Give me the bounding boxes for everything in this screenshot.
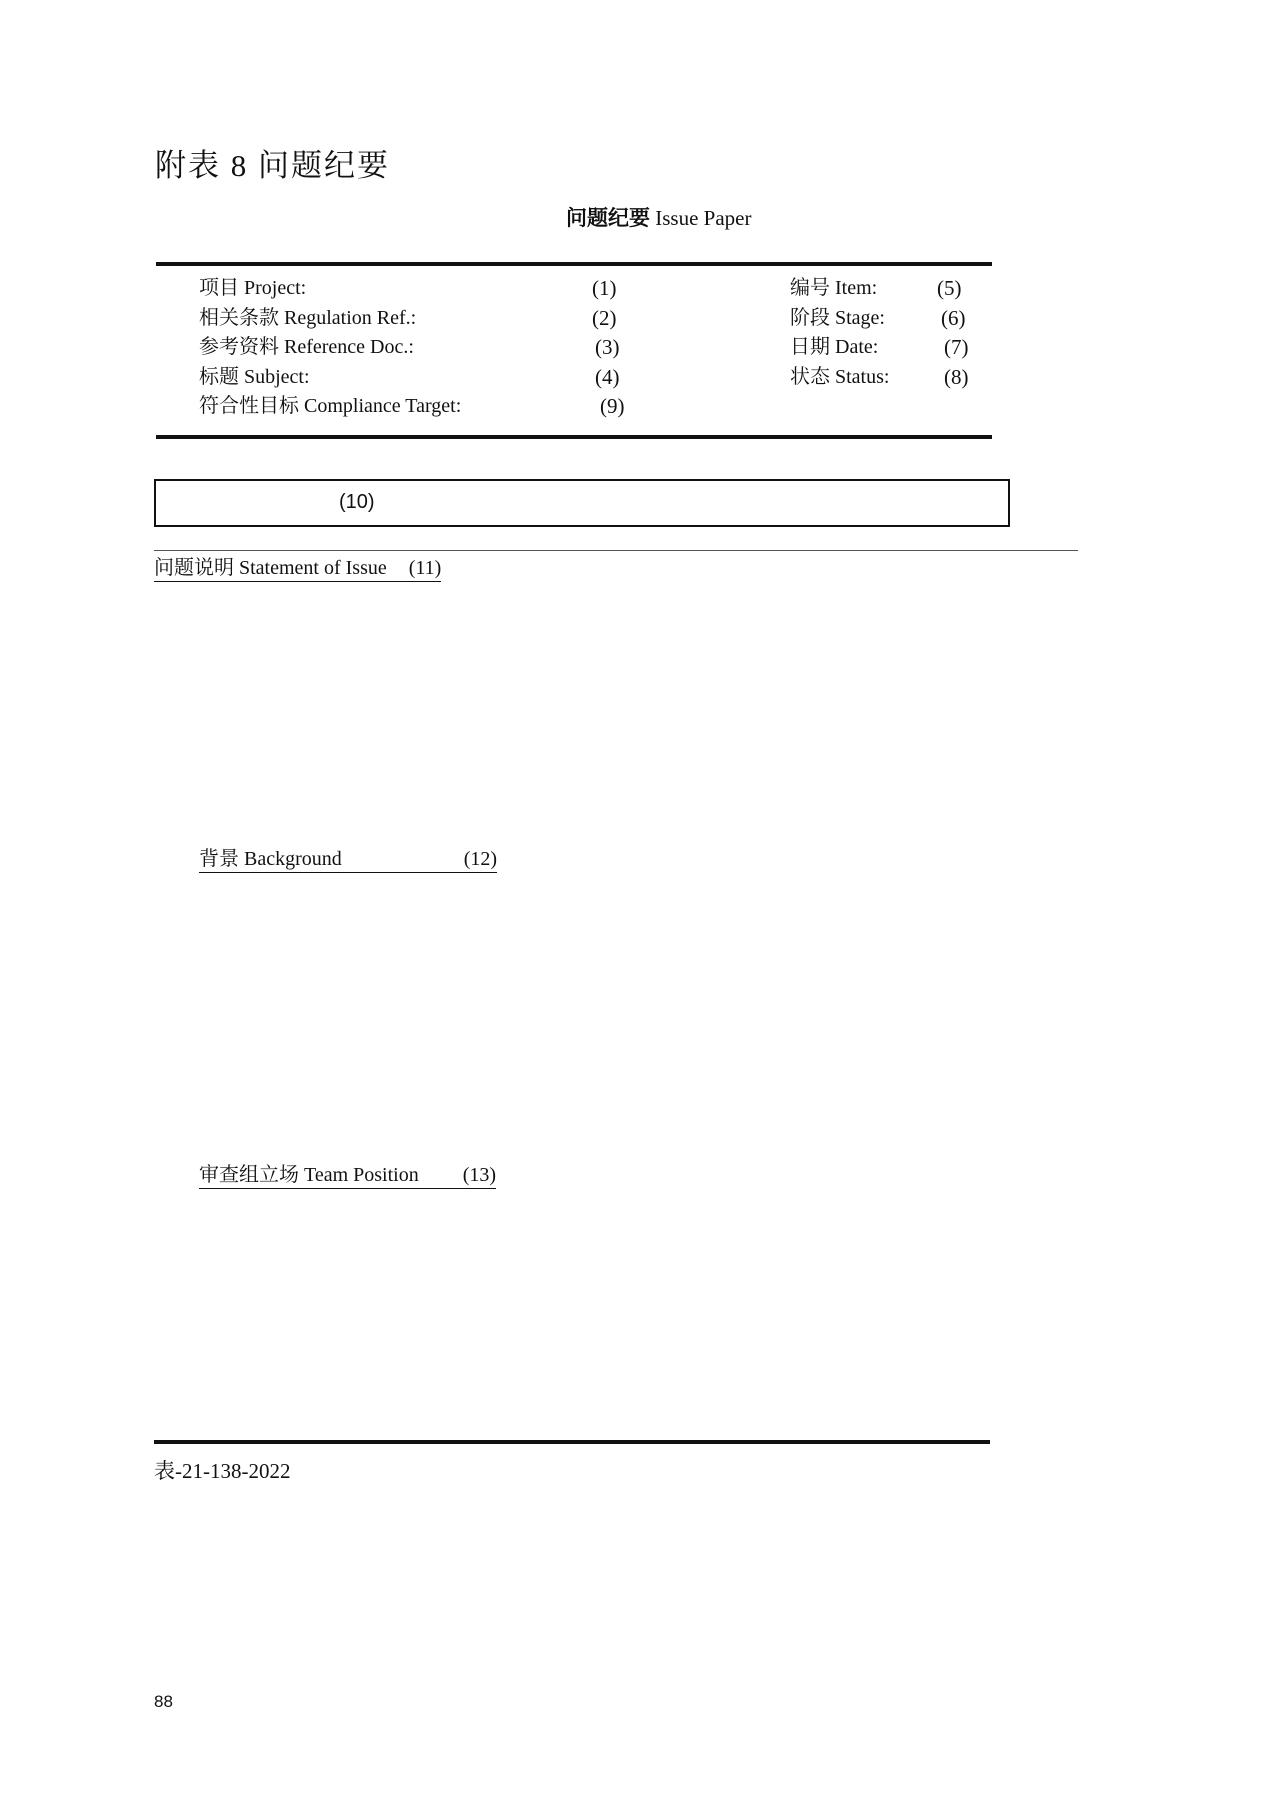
footer-code: 表-21-138-2022 [154, 1459, 291, 1483]
subject-box [154, 479, 1010, 527]
field-reference-label: 参考资料 Reference Doc.: [199, 336, 414, 358]
paper-title [566, 206, 751, 231]
field-project-num: (1) [592, 276, 617, 300]
header-bottom-rule [156, 435, 992, 439]
field-compliance-num: (9) [600, 394, 625, 418]
field-subject-num: (4) [595, 365, 620, 389]
section-statement-label: 问题说明 Statement of Issue [154, 557, 387, 579]
field-item-num: (5) [937, 276, 962, 300]
page-number: 88 [154, 1692, 173, 1711]
field-subject-label: 标题 Subject: [199, 366, 310, 388]
section-background-num: (12) [463, 848, 498, 870]
footer-rule [154, 1440, 990, 1444]
section-statement-num: (11) [408, 557, 442, 579]
field-reference-num: (3) [595, 335, 620, 359]
field-status-label: 状态 Status: [790, 366, 890, 388]
paper-title-en: Issue Paper [655, 206, 752, 230]
field-regulation-num: (2) [592, 306, 617, 330]
header-top-rule [156, 262, 992, 266]
field-date-label: 日期 Date: [790, 336, 879, 358]
subject-box-num: (10) [339, 491, 375, 513]
section-statement-heading [154, 556, 441, 582]
field-regulation-label: 相关条款 Regulation Ref.: [199, 307, 417, 329]
field-item-label: 编号 Item: [790, 277, 878, 299]
section-team-position-label: 审查组立场 Team Position [199, 1164, 419, 1186]
section-background-label: 背景 Background [199, 848, 342, 870]
field-compliance-label: 符合性目标 Compliance Target: [199, 395, 462, 417]
field-status-num: (8) [944, 365, 969, 389]
field-project-label: 项目 Project: [199, 277, 307, 299]
section-background-heading [199, 847, 497, 873]
separator-line [154, 550, 1078, 551]
paper-title-zh: 问题纪要 [566, 206, 650, 230]
section-team-position-heading [199, 1163, 496, 1189]
appendix-title: 附表 8 问题纪要 [155, 148, 390, 183]
section-team-position-num: (13) [462, 1164, 497, 1186]
field-date-num: (7) [944, 335, 969, 359]
field-stage-label: 阶段 Stage: [790, 307, 885, 329]
field-stage-num: (6) [941, 306, 966, 330]
